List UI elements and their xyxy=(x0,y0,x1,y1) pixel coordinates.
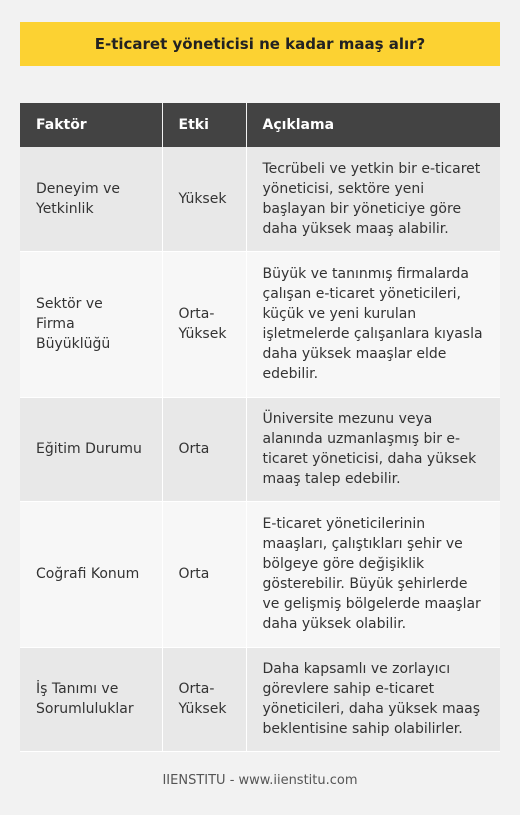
page-title xyxy=(20,22,500,66)
cell-etki: Orta-Yüksek xyxy=(162,647,246,751)
column-header-aciklama: Açıklama xyxy=(246,103,500,147)
cell-etki: Orta xyxy=(162,397,246,501)
table-row xyxy=(20,501,500,647)
faktor-table xyxy=(20,103,500,752)
cell-aciklama: Tecrübeli ve yetkin bir e-ticaret yöneticisi, sektöre yeni başlayan bir yöneticiye göre daha yüksek maaş alabilir. xyxy=(246,147,500,251)
cell-faktor: Coğrafi Konum xyxy=(20,501,162,647)
column-header-etki: Etki xyxy=(162,103,246,147)
cell-aciklama: Büyük ve tanınmış firmalarda çalışan e-ticaret yöneticileri, küçük ve yeni kurulan işletmelerde çalışanlara kıyasla daha yüksek maaşlar elde edebilir. xyxy=(246,251,500,397)
page-title-text: E-ticaret yöneticisi ne kadar maaş alır? xyxy=(94,35,426,53)
table-row xyxy=(20,147,500,251)
cell-aciklama: E-ticaret yöneticilerinin maaşları, çalıştıkları şehir ve bölgeye göre değişiklik gösterebilir. Büyük şehirlerde ve gelişmiş bölgelerde maaşlar daha yüksek olabilir. xyxy=(246,501,500,647)
table-row xyxy=(20,647,500,751)
table-header-row xyxy=(20,103,500,147)
cell-aciklama: Üniversite mezunu veya alanında uzmanlaşmış bir e-ticaret yöneticisi, daha yüksek maaş talep edebilir. xyxy=(246,397,500,501)
cell-aciklama: Daha kapsamlı ve zorlayıcı görevlere sahip e-ticaret yöneticileri, daha yüksek maaş beklentisine sahip olabilirler. xyxy=(246,647,500,751)
cell-etki: Yüksek xyxy=(162,147,246,251)
cell-faktor: Deneyim ve Yetkinlik xyxy=(20,147,162,251)
cell-faktor: İş Tanımı ve Sorumluluklar xyxy=(20,647,162,751)
footer-credit: IIENSTITU - www.iienstitu.com xyxy=(162,773,358,788)
column-header-faktor: Faktör xyxy=(20,103,162,147)
cell-etki: Orta-Yüksek xyxy=(162,251,246,397)
cell-etki: Orta xyxy=(162,501,246,647)
cell-faktor: Eğitim Durumu xyxy=(20,397,162,501)
table-row xyxy=(20,397,500,501)
cell-faktor: Sektör ve Firma Büyüklüğü xyxy=(20,251,162,397)
table-row xyxy=(20,251,500,397)
